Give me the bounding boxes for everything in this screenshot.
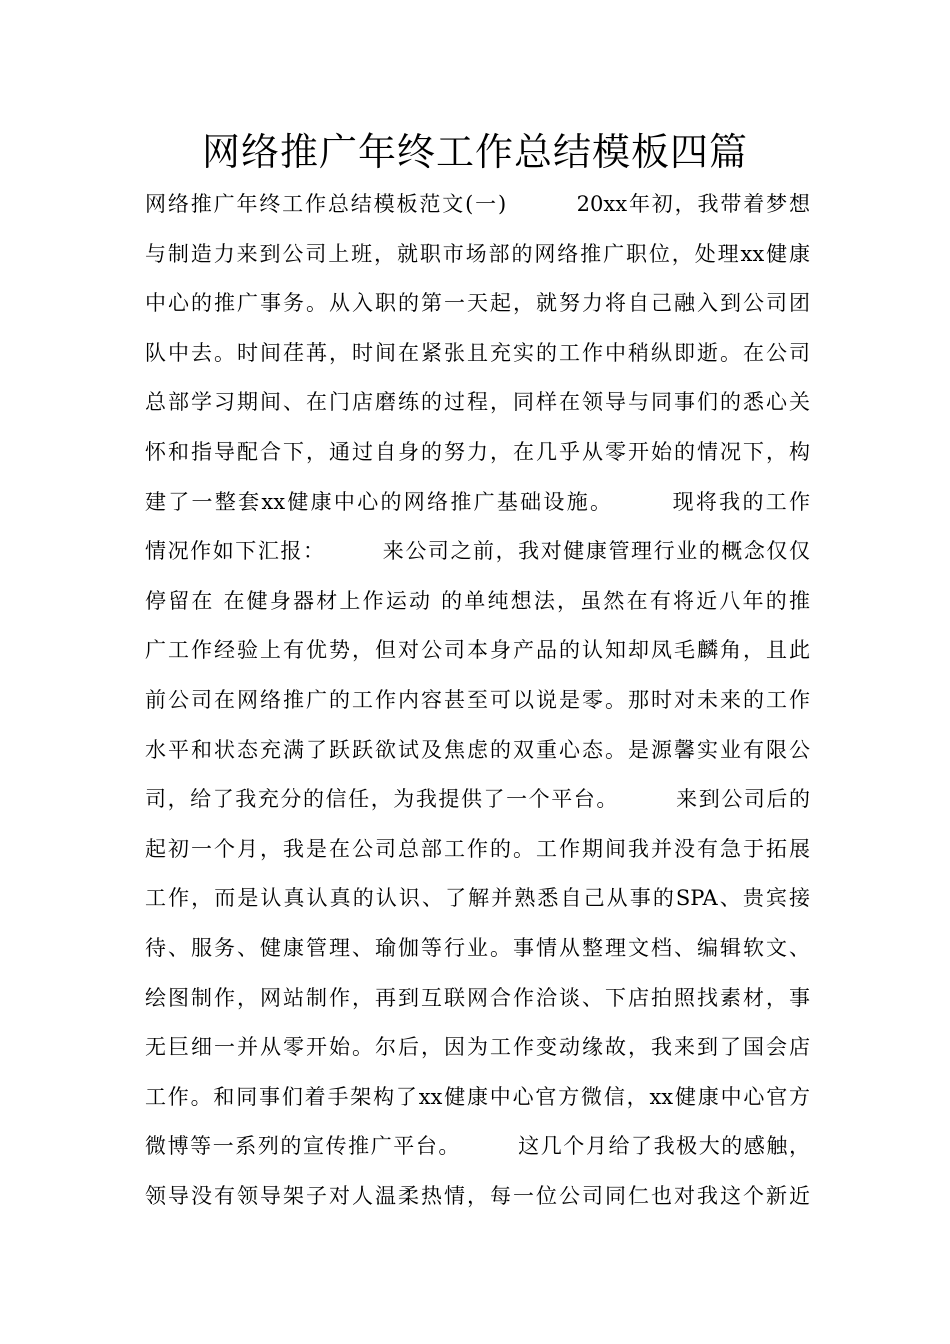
body-line: 领导没有领导架子对人温柔热情，每一位公司同仁也对我这个新近 [145, 1183, 810, 1208]
body-line: 停留在 在健身器材上作运动 的单纯想法，虽然在有将近八年的推 [145, 588, 810, 613]
body-line: 司，给了我充分的信任，为我提供了一个平台。 来到公司后的 [145, 787, 810, 812]
body-line: 总部学习期间、在门店磨练的过程，同样在领导与同事们的悉心关 [145, 390, 810, 415]
body-line: 微博等一系列的宣传推广平台。 这几个月给了我极大的感触， [145, 1134, 810, 1159]
body-line: 建了一整套xx健康中心的网络推广基础设施。 现将我的工作 [145, 489, 810, 514]
body-line: 工作。和同事们着手架构了xx健康中心官方微信，xx健康中心官方 [145, 1084, 810, 1109]
body-line: 工作，而是认真认真的认识、了解并熟悉自己从事的SPA、贵宾接 [145, 886, 810, 911]
body-line: 待、服务、健康管理、瑜伽等行业。事情从整理文档、编辑软文、 [145, 935, 810, 960]
body-line: 网络推广年终工作总结模板范文(一) 20xx年初，我带着梦想 [145, 192, 810, 216]
body-line: 中心的推广事务。从入职的第一天起，就努力将自己融入到公司团 [145, 291, 810, 316]
body-line: 情况作如下汇报： 来公司之前，我对健康管理行业的概念仅仅 [145, 539, 810, 564]
body-line: 广工作经验上有优势，但对公司本身产品的认知却凤毛麟角，且此 [145, 638, 810, 663]
document-body [145, 180, 810, 1221]
body-line: 前公司在网络推广的工作内容甚至可以说是零。那时对未来的工作 [145, 687, 810, 712]
body-line: 无巨细一并从零开始。尔后，因为工作变动缘故，我来到了国会店 [145, 1035, 810, 1060]
body-line: 队中去。时间荏苒，时间在紧张且充实的工作中稍纵即逝。在公司 [145, 340, 810, 365]
body-line: 水平和状态充满了跃跃欲试及焦虑的双重心态。是源馨实业有限公 [145, 737, 810, 762]
body-line: 起初一个月，我是在公司总部工作的。工作期间我并没有急于拓展 [145, 836, 810, 861]
body-line: 怀和指导配合下，通过自身的努力，在几乎从零开始的情况下，构 [145, 439, 810, 464]
document-title: 网络推广年终工作总结模板四篇 [201, 130, 748, 174]
body-line: 绘图制作，网站制作，再到互联网合作洽谈、下店拍照找素材，事 [145, 985, 810, 1010]
body-line: 与制造力来到公司上班，就职市场部的网络推广职位，处理xx健康 [145, 241, 810, 266]
